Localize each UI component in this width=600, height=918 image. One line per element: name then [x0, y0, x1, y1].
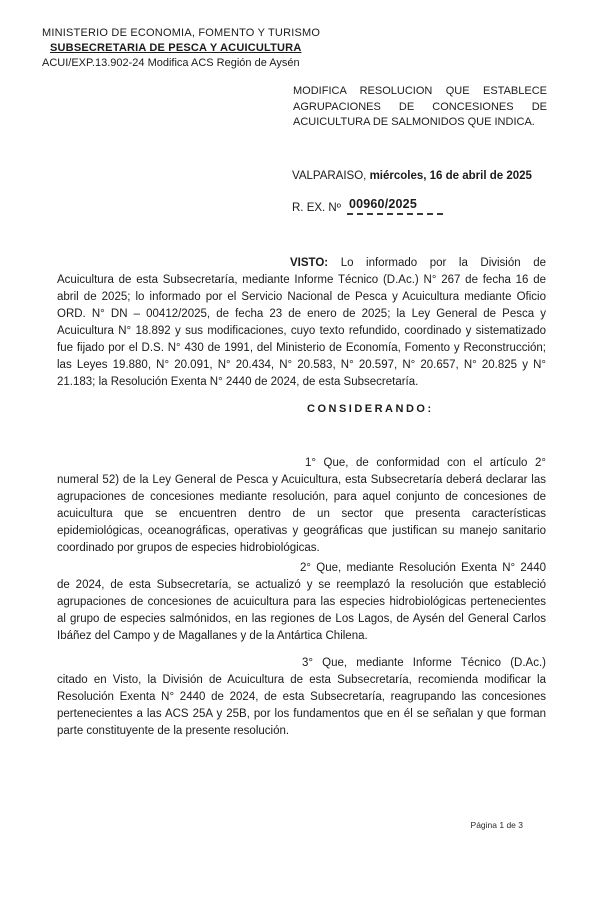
- resolution-subject: MODIFICA RESOLUCION QUE ESTABLECE AGRUPACIONES DE CONCESIONES DE ACUICULTURA DE SALMONIDOS QUE INDICA.: [293, 85, 547, 128]
- letterhead: [42, 26, 320, 71]
- visto-lead-label: VISTO:: [290, 257, 329, 269]
- considerando-item-3: [57, 655, 546, 740]
- dateline: [292, 170, 532, 182]
- considerando-paragraph: 3° Que, mediante Informe Técnico (D.Ac.) citado en Visto, la División de Acuicultura de esta Subsecretaría, recomienda modificar la Resolución Exenta N° 2440 de 2024, de esta Subsecretaría, reagrupando las concesiones pertenecientes a las ACS 25A y 25B, por los fundamentos que en él se señalan y que forman parte constituyente de la presente resolución.: [57, 657, 546, 737]
- ministry-name: MINISTERIO DE ECONOMIA, FOMENTO Y TURISMO: [42, 27, 321, 39]
- resolution-number-field: [347, 197, 443, 215]
- visto-body-text: Lo informado por la División de Acuicultura de esta Subsecretaría, mediante Informe Técnico (D.Ac.) N° 267 de fecha 16 de abril de 2025; lo informado por el Servicio Nacional de Pesca y Acuicultura mediante Oficio ORD. N° DN – 00412/2025, de fecha 23 de enero de 2025; la Ley General de Pesca y Acuicultura N° 18.892 y sus modificaciones, cuyo texto refundido, coordinado y sistematizado fue fijado por el D.S. N° 430 de 1991, del Ministerio de Economía, Fomento y Reconstrucción; las Leyes 19.880, N° 20.091, N° 20.434, N° 20.583, N° 20.597, N° 20.657, N° 20.825 y N° 21.183; la Resolución Exenta N° 2440 de 2024, de esta Subsecretaría.: [57, 257, 546, 388]
- city-label: VALPARAISO,: [292, 170, 367, 182]
- visto-paragraph: [57, 255, 546, 391]
- considerando-paragraph: 2° Que, mediante Resolución Exenta N° 2440 de 2024, de esta Subsecretaría, se actualizó y se reemplazó la resolución que estableció agrupaciones de concesiones de acuicultura para las especies hidrobiológicas pertenecientes al grupo de especies salmónidos, en las regiones de Los Lagos, de Aysén del General Carlos Ibáñez del Campo y de Magallanes y de la Antártica Chilena.: [57, 562, 546, 642]
- considerando-paragraph: 1° Que, de conformidad con el artículo 2° numeral 52) de la Ley General de Pesca y Acuicultura, esta Subsecretaría deberá declarar las agrupaciones de concesiones mediante resolución, para aquel conjunto de concesiones de acuicultura que se encuentren dentro de un sector que presenta características epidemiológicas, oceanográficas, operativas y geográficas que justifican su manejo sanitario coordinado por grupos de especies hidrobiológicas.: [57, 457, 546, 554]
- considerando-item-2: [57, 560, 546, 645]
- file-reference: ACUI/EXP.13.902-24 Modifica ACS Región de Aysén: [42, 57, 300, 69]
- considerando-heading: CONSIDERANDO:: [307, 403, 434, 415]
- resolution-number-value: 00960/2025: [348, 197, 417, 211]
- page-footer: [0, 820, 523, 830]
- resolution-number-label: R. EX. Nº: [292, 202, 341, 214]
- visto-section: [57, 255, 546, 391]
- resolution-number-line: [292, 197, 443, 215]
- considerando-item-1: [57, 455, 546, 557]
- date-value: miércoles, 16 de abril de 2025: [369, 170, 532, 182]
- subsecretaria-name: SUBSECRETARIA DE PESCA Y ACUICULTURA: [50, 42, 302, 54]
- page-number: Página 1 de 3: [470, 820, 523, 830]
